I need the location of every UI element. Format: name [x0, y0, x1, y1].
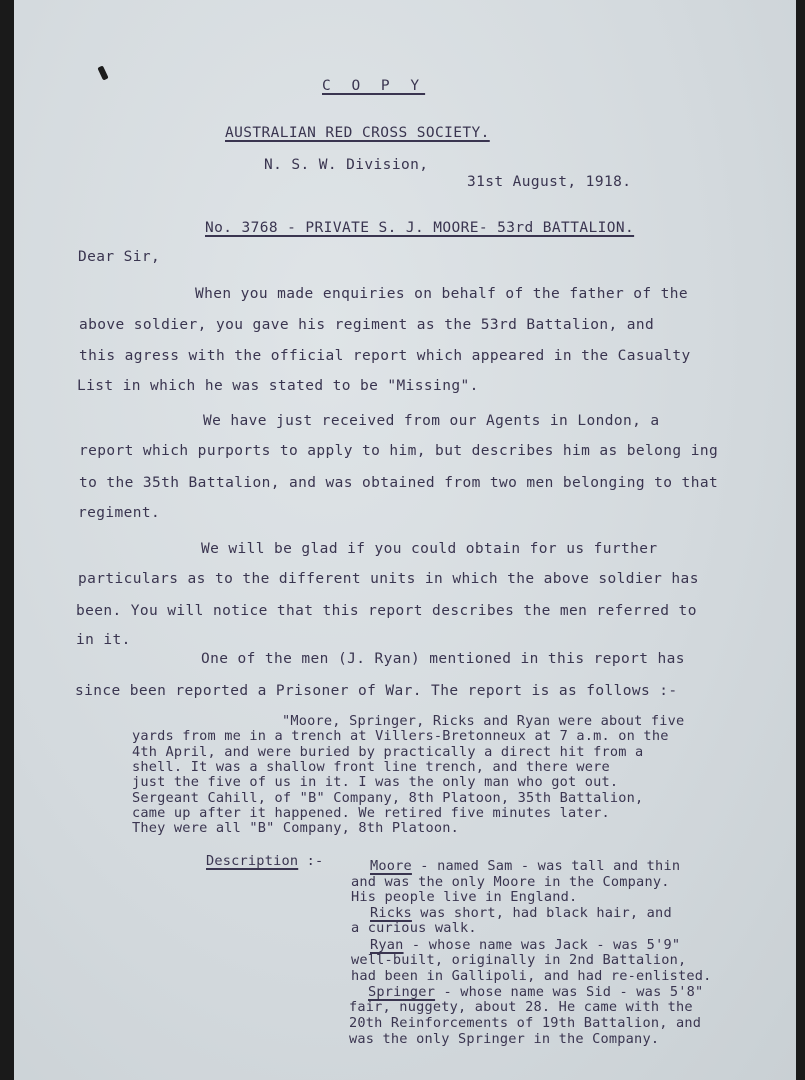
- quote-line: "Moore, Springer, Ricks and Ryan were about five: [282, 713, 685, 729]
- letter-date: 31st August, 1918.: [467, 174, 632, 190]
- quote-line: just the five of us in it. I was the only man who got out.: [132, 774, 619, 790]
- paragraph-1-line: above soldier, you gave his regiment as the 53rd Battalion, and: [79, 317, 655, 333]
- description-line: a curious walk.: [351, 920, 477, 936]
- quote-line: shell. It was a shallow front line trench, and there were: [132, 759, 610, 775]
- description-line: 20th Reinforcements of 19th Battalion, and: [349, 1015, 702, 1031]
- description-line: and was the only Moore in the Company.: [351, 874, 670, 890]
- description-label: Description :-: [206, 853, 324, 869]
- paragraph-3-line: in it.: [76, 632, 131, 648]
- subject-line: No. 3768 - PRIVATE S. J. MOORE- 53rd BATTALION.: [205, 220, 635, 236]
- letter-page: [14, 0, 796, 1080]
- quote-line: yards from me in a trench at Villers-Bretonneux at 7 a.m. on the: [132, 728, 669, 744]
- paragraph-1-line: List in which he was stated to be "Missing".: [77, 378, 479, 394]
- description-entry-ricks: Ricks was short, had black hair, and: [370, 905, 672, 921]
- paragraph-3-line: particulars as to the different units in which the above soldier has: [78, 571, 699, 587]
- paragraph-2-line: regiment.: [78, 505, 161, 521]
- quote-line: 4th April, and were buried by practically a direct hit from a: [132, 744, 644, 760]
- paragraph-2-line: to the 35th Battalion, and was obtained from two men belonging to that: [79, 475, 719, 491]
- description-line: well-built, originally in 2nd Battalion,: [351, 952, 687, 968]
- description-line: was the only Springer in the Company.: [349, 1031, 660, 1047]
- description-line: fair, nuggety, about 28. He came with the: [349, 999, 693, 1015]
- paragraph-3-line: been. You will notice that this report describes the men referred to: [76, 603, 697, 619]
- paragraph-2-line: We have just received from our Agents in London, a: [203, 413, 660, 429]
- salutation: Dear Sir,: [78, 249, 161, 265]
- organisation-name: AUSTRALIAN RED CROSS SOCIETY.: [225, 125, 490, 141]
- quote-line: Sergeant Cahill, of "B" Company, 8th Platoon, 35th Battalion,: [132, 790, 644, 806]
- paragraph-1-line: this agress with the official report which appeared in the Casualty: [79, 348, 691, 364]
- description-line: had been in Gallipoli, and had re-enlisted.: [351, 968, 712, 984]
- copy-heading: C O P Y: [322, 78, 426, 94]
- description-entry-moore: Moore - named Sam - was tall and thin: [370, 858, 681, 874]
- paragraph-2-line: report which purports to apply to him, but describes him as belong ing: [79, 443, 719, 459]
- quote-line: They were all "B" Company, 8th Platoon.: [132, 820, 459, 836]
- division-name: N. S. W. Division,: [264, 157, 429, 173]
- description-entry-ryan: Ryan - whose name was Jack - was 5'9": [370, 937, 681, 953]
- paragraph-3-line: We will be glad if you could obtain for us further: [201, 541, 658, 557]
- quote-line: came up after it happened. We retired five minutes later.: [132, 805, 610, 821]
- paragraph-4-line: since been reported a Prisoner of War. The report is as follows :-: [75, 683, 678, 699]
- ink-mark: [97, 65, 108, 80]
- description-entry-springer: Springer - whose name was Sid - was 5'8": [368, 984, 704, 1000]
- paragraph-1-line: When you made enquiries on behalf of the father of the: [195, 286, 689, 302]
- description-line: His people live in England.: [351, 889, 578, 905]
- paragraph-4-line: One of the men (J. Ryan) mentioned in this report has: [201, 651, 685, 667]
